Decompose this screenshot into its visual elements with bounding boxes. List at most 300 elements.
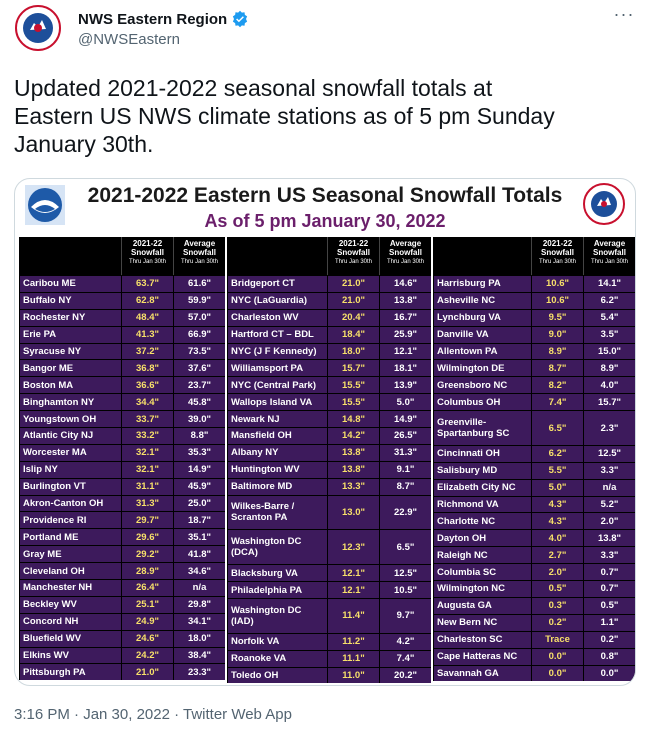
average-snowfall-value: 12.5" [583, 446, 635, 462]
station-name: Charlotte NC [437, 515, 496, 527]
station-name: Columbus OH [437, 396, 501, 408]
average-snowfall-value: 3.5" [583, 327, 635, 343]
station-name: Charleston WV [231, 312, 299, 324]
current-snowfall-value: 12.1" [327, 565, 379, 581]
table-row [228, 529, 431, 564]
average-snowfall-value: 4.2" [379, 634, 431, 650]
table-row [20, 461, 225, 478]
table-row [434, 275, 635, 292]
table-row [20, 579, 225, 596]
average-snowfall-value: 57.0" [173, 310, 225, 326]
station-name: Syracuse NY [23, 346, 82, 357]
header-station-spacer [434, 237, 531, 275]
average-snowfall-value: 2.3" [583, 411, 635, 445]
current-snowfall-value: 0.2" [531, 615, 583, 631]
current-snowfall-value: 15.5" [327, 377, 379, 393]
current-snowfall-value: 36.8" [121, 360, 173, 376]
table-row [20, 613, 225, 630]
table-row [434, 648, 635, 665]
table-row [434, 393, 635, 410]
average-snowfall-value: 7.4" [379, 651, 431, 667]
average-snowfall-value: 6.5" [379, 530, 431, 564]
table-row [20, 359, 225, 376]
header-current-snowfall [531, 237, 583, 275]
station-name: New Bern NC [437, 617, 498, 629]
table-row [434, 665, 635, 682]
table-row [434, 631, 635, 648]
station-name: Islip NY [23, 464, 58, 476]
current-snowfall-value: 11.1" [327, 651, 379, 667]
average-snowfall-value: 0.5" [583, 598, 635, 614]
average-snowfall-value: 12.1" [379, 344, 431, 360]
header-current-label: 2021-22 Snowfall [337, 239, 370, 257]
average-snowfall-value: 16.7" [379, 310, 431, 326]
current-snowfall-value: 31.3" [121, 496, 173, 512]
average-snowfall-value: 15.7" [583, 394, 635, 410]
account-name[interactable] [78, 10, 249, 28]
station-name: Harrisburg PA [437, 278, 501, 290]
snowfall-table-col1 [19, 237, 225, 680]
average-snowfall-value: 2.0" [583, 513, 635, 529]
station-name: Mansfield OH [231, 430, 292, 442]
table-row [20, 545, 225, 562]
account-handle[interactable]: @NWSEastern [78, 31, 180, 48]
current-snowfall-value: 18.4" [327, 327, 379, 343]
average-snowfall-value: 6.2" [583, 293, 635, 309]
header-average-snowfall [583, 237, 635, 275]
average-snowfall-value: 0.7" [583, 564, 635, 580]
station-name: Wilmington NC [437, 583, 505, 595]
station-name: Williamsport PA [231, 362, 304, 374]
table-row [434, 597, 635, 614]
current-snowfall-value: 6.2" [531, 446, 583, 462]
average-snowfall-value: 4.0" [583, 377, 635, 393]
average-snowfall-value: 5.4" [583, 310, 635, 326]
table-row [20, 663, 225, 680]
average-snowfall-value: 38.4" [173, 648, 225, 664]
current-snowfall-value: 0.0" [531, 649, 583, 665]
average-snowfall-value: 5.0" [379, 394, 431, 410]
station-name: Binghamton NY [23, 396, 95, 408]
header-average-thru: Thru Jan 30th [180, 259, 219, 265]
table-row [228, 309, 431, 326]
tweet-header [14, 4, 636, 54]
station-name: Richmond VA [437, 499, 499, 511]
current-snowfall-value: 33.7" [121, 411, 173, 427]
table-row [228, 326, 431, 343]
header-current-snowfall [121, 237, 173, 275]
average-snowfall-value: 59.9" [173, 293, 225, 309]
header-average-label: Average Snowfall [389, 239, 422, 257]
graphic-subtitle: As of 5 pm January 30, 2022 [204, 211, 446, 231]
table-row [434, 445, 635, 462]
average-snowfall-value: 34.6" [173, 563, 225, 579]
average-snowfall-value: 14.9" [379, 411, 431, 427]
average-snowfall-value: 37.6" [173, 360, 225, 376]
station-name: NYC (Central Park) [231, 379, 316, 391]
station-name: Youngstown OH [23, 413, 97, 425]
station-name: Cleveland OH [23, 565, 85, 577]
header-current-thru: Thru Jan 30th [128, 259, 167, 265]
header-current-snowfall [327, 237, 379, 275]
current-snowfall-value: 9.0" [531, 327, 583, 343]
average-snowfall-value: 0.0" [583, 666, 635, 682]
average-snowfall-value: 1.1" [583, 615, 635, 631]
tweet-media-image[interactable] [14, 178, 636, 686]
table-row [228, 393, 431, 410]
average-snowfall-value: 12.5" [379, 565, 431, 581]
station-name: Cincinnati OH [437, 448, 500, 460]
average-snowfall-value: 66.9" [173, 327, 225, 343]
account-name-text[interactable]: NWS Eastern Region [78, 10, 228, 28]
average-snowfall-value: 14.6" [379, 276, 431, 292]
header-station-spacer [20, 237, 121, 275]
average-snowfall-value: n/a [583, 480, 635, 496]
current-snowfall-value: 13.0" [327, 496, 379, 530]
header-average-thru: Thru Jan 30th [590, 259, 629, 265]
station-name: Concord NH [23, 616, 79, 628]
table-header-row [434, 237, 635, 275]
average-snowfall-value: 45.8" [173, 394, 225, 410]
current-snowfall-value: 63.7" [121, 276, 173, 292]
table-row [434, 563, 635, 580]
station-name: Asheville NC [437, 295, 496, 307]
current-snowfall-value: 21.0" [327, 276, 379, 292]
average-snowfall-value: 13.9" [379, 377, 431, 393]
station-name: Cape Hatteras NC [437, 651, 518, 663]
nws-seal-icon [583, 183, 625, 225]
average-snowfall-value: 14.9" [173, 462, 225, 478]
table-row [20, 275, 225, 292]
current-snowfall-value: 12.3" [327, 530, 379, 564]
nws-logo-icon[interactable] [14, 4, 62, 52]
table-row [228, 359, 431, 376]
average-snowfall-value: 73.5" [173, 344, 225, 360]
average-snowfall-value: 10.5" [379, 582, 431, 598]
current-snowfall-value: 11.4" [327, 599, 379, 633]
average-snowfall-value: 20.2" [379, 668, 431, 684]
station-name: Atlantic City NJ [23, 430, 94, 442]
current-snowfall-value: 14.8" [327, 411, 379, 427]
tweet-timestamp[interactable]: 3:16 PM · Jan 30, 2022 · Twitter Web App [14, 706, 292, 723]
station-name: Blacksburg VA [231, 567, 298, 579]
station-name: Gray ME [23, 548, 62, 560]
header-average-thru: Thru Jan 30th [386, 259, 425, 265]
average-snowfall-value: 61.6" [173, 276, 225, 292]
table-header-row [20, 237, 225, 275]
average-snowfall-value: 0.2" [583, 632, 635, 648]
table-row [20, 478, 225, 495]
average-snowfall-value: 25.9" [379, 327, 431, 343]
station-name: Boston MA [23, 379, 74, 391]
table-row [20, 562, 225, 579]
current-snowfall-value: 41.3" [121, 327, 173, 343]
table-row [434, 529, 635, 546]
current-snowfall-value: 0.5" [531, 581, 583, 597]
table-row [434, 343, 635, 360]
current-snowfall-value: 7.4" [531, 394, 583, 410]
current-snowfall-value: 48.4" [121, 310, 173, 326]
table-row [228, 495, 431, 530]
current-snowfall-value: 18.0" [327, 344, 379, 360]
table-row [434, 479, 635, 496]
average-snowfall-value: 9.7" [379, 599, 431, 633]
average-snowfall-value: 3.3" [583, 547, 635, 563]
station-name: Wilmington DE [437, 362, 505, 374]
station-name: Roanoke VA [231, 653, 287, 665]
table-row [228, 478, 431, 495]
station-name: Washington DC (IAD) [231, 604, 302, 627]
current-snowfall-value: 24.6" [121, 631, 173, 647]
table-row [20, 410, 225, 427]
average-snowfall-value: 23.3" [173, 664, 225, 680]
table-row [20, 309, 225, 326]
table-row [228, 275, 431, 292]
station-name: Washington DC (DCA) [231, 536, 302, 559]
station-name: Portland ME [23, 531, 79, 543]
current-snowfall-value: 4.3" [531, 497, 583, 513]
current-snowfall-value: 34.4" [121, 394, 173, 410]
average-snowfall-value: 22.9" [379, 496, 431, 530]
snowfall-table-col3 [433, 237, 635, 681]
current-snowfall-value: 28.9" [121, 563, 173, 579]
current-snowfall-value: 2.7" [531, 547, 583, 563]
table-row [20, 292, 225, 309]
current-snowfall-value: 24.9" [121, 614, 173, 630]
station-name: Wallops Island VA [231, 396, 313, 408]
station-name: Allentown PA [437, 346, 498, 357]
station-name: Raleigh NC [437, 549, 488, 561]
average-snowfall-value: 5.2" [583, 497, 635, 513]
current-snowfall-value: 29.7" [121, 512, 173, 528]
station-name: Lynchburg VA [437, 312, 501, 324]
current-snowfall-value: 31.1" [121, 479, 173, 495]
station-name: Baltimore MD [231, 481, 293, 493]
table-row [228, 343, 431, 360]
station-name: Newark NJ [231, 413, 280, 425]
table-row [434, 580, 635, 597]
average-snowfall-value: 39.0" [173, 411, 225, 427]
table-row [434, 512, 635, 529]
table-row [20, 647, 225, 664]
header-current-label: 2021-22 Snowfall [131, 239, 164, 257]
table-row [434, 376, 635, 393]
table-row [228, 410, 431, 427]
table-row [228, 667, 431, 684]
table-row [228, 444, 431, 461]
current-snowfall-value: 5.5" [531, 463, 583, 479]
station-name: Pittsburgh PA [23, 666, 86, 678]
table-row [228, 581, 431, 598]
station-name: Buffalo NY [23, 295, 72, 307]
table-row [20, 495, 225, 512]
average-snowfall-value: 23.7" [173, 377, 225, 393]
current-snowfall-value: 25.1" [121, 597, 173, 613]
current-snowfall-value: 0.3" [531, 598, 583, 614]
station-name: Toledo OH [231, 669, 279, 681]
current-snowfall-value: 32.1" [121, 462, 173, 478]
station-name: Greenville- Spartanburg SC [437, 417, 510, 440]
current-snowfall-value: 8.2" [531, 377, 583, 393]
current-snowfall-value: 33.2" [121, 428, 173, 444]
current-snowfall-value: 4.3" [531, 513, 583, 529]
average-snowfall-value: 3.3" [583, 463, 635, 479]
table-row [228, 376, 431, 393]
table-row [434, 292, 635, 309]
current-snowfall-value: 11.0" [327, 668, 379, 684]
station-name: Beckley WV [23, 599, 77, 611]
current-snowfall-value: 8.9" [531, 344, 583, 360]
station-name: Augusta GA [437, 600, 492, 612]
average-snowfall-value: 13.8" [379, 293, 431, 309]
station-name: Caribou ME [23, 278, 76, 290]
station-name: Salisbury MD [437, 465, 498, 477]
table-row [20, 630, 225, 647]
current-snowfall-value: 13.8" [327, 445, 379, 461]
table-row [228, 598, 431, 633]
station-name: Rochester NY [23, 312, 86, 324]
table-row [20, 444, 225, 461]
current-snowfall-value: 10.6" [531, 276, 583, 292]
table-row [20, 427, 225, 444]
table-row [20, 326, 225, 343]
current-snowfall-value: 29.2" [121, 546, 173, 562]
station-name: Hartford CT – BDL [231, 329, 314, 341]
current-snowfall-value: 11.2" [327, 634, 379, 650]
header-current-label: 2021-22 Snowfall [541, 239, 574, 257]
header-average-label: Average Snowfall [593, 239, 626, 257]
current-snowfall-value: 2.0" [531, 564, 583, 580]
station-name: Columbia SC [437, 566, 497, 578]
tweet-text: Updated 2021-2022 seasonal snowfall totals at Eastern US NWS climate stations as of 5 pm Sunday January 30th. [14, 75, 555, 157]
current-snowfall-value: 29.6" [121, 529, 173, 545]
station-name: NYC (LaGuardia) [231, 295, 308, 307]
average-snowfall-value: 18.0" [173, 631, 225, 647]
current-snowfall-value: 20.4" [327, 310, 379, 326]
current-snowfall-value: 10.6" [531, 293, 583, 309]
table-row [228, 292, 431, 309]
station-name: Huntington WV [231, 464, 300, 476]
station-name: Elkins WV [23, 650, 69, 662]
current-snowfall-value: 15.5" [327, 394, 379, 410]
current-snowfall-value: 21.0" [121, 664, 173, 680]
average-snowfall-value: 29.8" [173, 597, 225, 613]
current-snowfall-value: 4.0" [531, 530, 583, 546]
average-snowfall-value: 15.0" [583, 344, 635, 360]
average-snowfall-value: 14.1" [583, 276, 635, 292]
table-row [434, 462, 635, 479]
average-snowfall-value: 34.1" [173, 614, 225, 630]
table-row [434, 614, 635, 631]
station-name: Wilkes-Barre / Scranton PA [231, 501, 295, 524]
current-snowfall-value: 13.3" [327, 479, 379, 495]
average-snowfall-value: 31.3" [379, 445, 431, 461]
station-name: Norfolk VA [231, 636, 280, 648]
current-snowfall-value: 21.0" [327, 293, 379, 309]
station-name: Worcester MA [23, 447, 87, 459]
table-row [20, 393, 225, 410]
station-name: NYC (J F Kennedy) [231, 346, 317, 357]
station-name: Bridgeport CT [231, 278, 295, 290]
current-snowfall-value: 62.8" [121, 293, 173, 309]
average-snowfall-value: 18.7" [173, 512, 225, 528]
table-row [434, 309, 635, 326]
average-snowfall-value: 18.1" [379, 360, 431, 376]
station-name: Bluefield WV [23, 633, 82, 645]
current-snowfall-value: 14.2" [327, 428, 379, 444]
table-row [228, 427, 431, 444]
current-snowfall-value: 13.8" [327, 462, 379, 478]
station-name: Elizabeth City NC [437, 482, 516, 494]
station-name: Akron-Canton OH [23, 498, 104, 510]
station-name: Savannah GA [437, 667, 499, 679]
average-snowfall-value: 13.8" [583, 530, 635, 546]
average-snowfall-value: 9.1" [379, 462, 431, 478]
average-snowfall-value: n/a [173, 580, 225, 596]
station-name: Philadelphia PA [231, 584, 303, 596]
snowfall-table-col2 [227, 237, 431, 683]
header-average-snowfall [379, 237, 431, 275]
table-header-row [228, 237, 431, 275]
average-snowfall-value: 26.5" [379, 428, 431, 444]
current-snowfall-value: 12.1" [327, 582, 379, 598]
table-row [434, 410, 635, 445]
table-row [228, 650, 431, 667]
average-snowfall-value: 25.0" [173, 496, 225, 512]
station-name: Erie PA [23, 329, 57, 341]
more-options-icon[interactable]: ··· [613, 4, 635, 24]
average-snowfall-value: 0.7" [583, 581, 635, 597]
current-snowfall-value: 8.7" [531, 360, 583, 376]
header-station-spacer [228, 237, 327, 275]
station-name: Burlington VT [23, 481, 86, 493]
current-snowfall-value: 26.4" [121, 580, 173, 596]
station-name: Providence RI [23, 514, 87, 526]
average-snowfall-value: 35.3" [173, 445, 225, 461]
header-current-thru: Thru Jan 30th [538, 259, 577, 265]
current-snowfall-value: 0.0" [531, 666, 583, 682]
average-snowfall-value: 8.9" [583, 360, 635, 376]
table-row [434, 359, 635, 376]
current-snowfall-value: 9.5" [531, 310, 583, 326]
current-snowfall-value: 24.2" [121, 648, 173, 664]
average-snowfall-value: 0.8" [583, 649, 635, 665]
current-snowfall-value: 5.0" [531, 480, 583, 496]
table-row [20, 343, 225, 360]
average-snowfall-value: 41.8" [173, 546, 225, 562]
table-row [20, 511, 225, 528]
table-row [20, 376, 225, 393]
average-snowfall-value: 35.1" [173, 529, 225, 545]
header-current-thru: Thru Jan 30th [334, 259, 373, 265]
station-name: Bangor ME [23, 362, 74, 374]
station-name: Albany NY [231, 447, 279, 459]
current-snowfall-value: 32.1" [121, 445, 173, 461]
verified-badge-icon [231, 10, 249, 28]
average-snowfall-value: 45.9" [173, 479, 225, 495]
current-snowfall-value: 37.2" [121, 344, 173, 360]
table-row [434, 546, 635, 563]
table-row [434, 496, 635, 513]
table-row [228, 461, 431, 478]
current-snowfall-value: Trace [531, 632, 583, 648]
station-name: Danville VA [437, 329, 489, 341]
table-row [20, 596, 225, 613]
station-name: Manchester NH [23, 582, 93, 594]
table-row [434, 326, 635, 343]
station-name: Charleston SC [437, 634, 503, 646]
table-row [228, 633, 431, 650]
